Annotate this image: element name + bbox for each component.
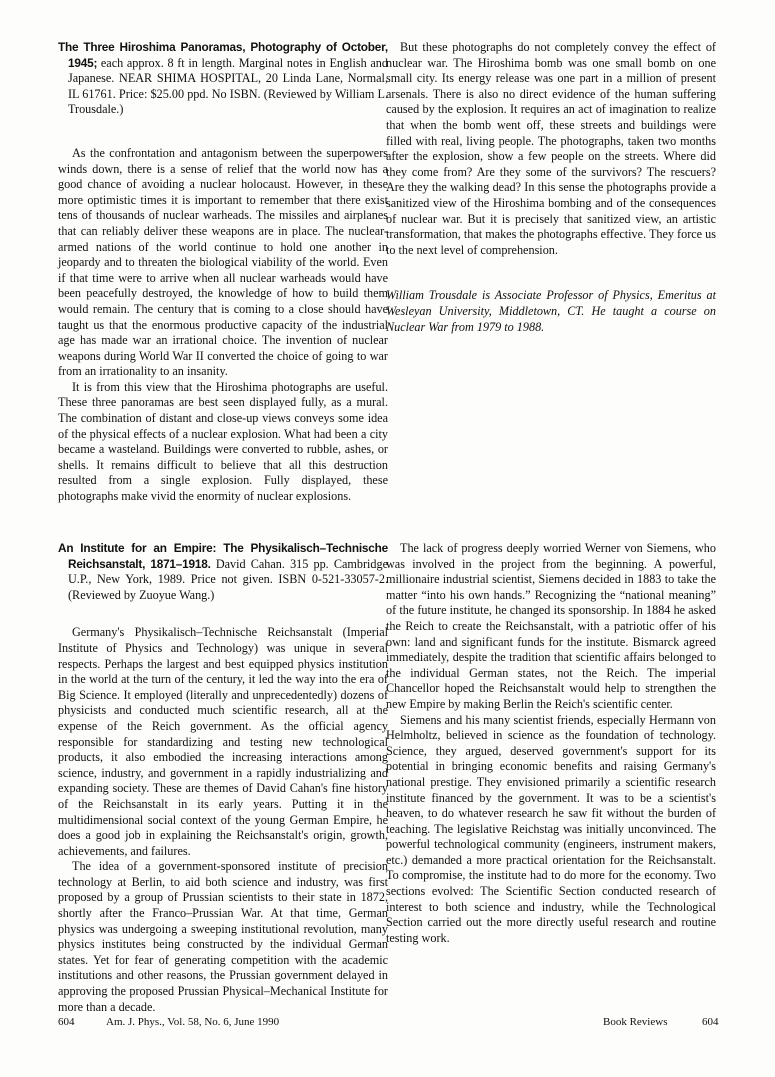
review1-details: each approx. 8 ft in length. Marginal notes in English and Japanese. NEAR SHIMA HOSPITAL, 20 Linda Lane, Normal, IL 61761. Price: $25.00 ppd. No ISBN. (Reviewed by William L. Trousdale.) [68, 55, 388, 117]
review2-paragraph-3: The lack of progress deeply worried Werner von Siemens, who was involved in the project from the beginning. A powerful, millionaire industrial scientist, Siemens decided in 1883 to take the matter “into his own hands.” Recognizing the “national meaning” of the future institute, he changed its sponsorship. In 1884 he asked the Reich to create the Reichsanstalt, with a patriotic offer of his own: land and significant funds for the institute. Bismarck agreed immediately, despite the tradition that scientific affairs belonged to the individual German states, not the Reich. The imperial Chancellor hoped the Reichsanstalt would help to strengthen the new Empire by making Berlin the Reich's scientific center. [386, 541, 716, 711]
review2-details: David Cahan. 315 pp. Cambridge U.P., New York, 1989. Price not given. ISBN 0-521-33057-2. (Reviewed by Zuoyue Wang.) [68, 556, 389, 602]
review1-column-right [386, 40, 716, 335]
review1-paragraph-3: But these photographs do not completely convey the effect of nuclear war. The Hiroshima bomb was one small bomb on one small city. Its energy release was one part in a million of present arsenals. There is also no direct evidence of the human suffering caused by the explosion. It requires an act of imagination to realize that when the bomb went off, these streets and buildings were filled with real, living people. The photographs, taken two months after the explosion, show a few people on the streets. Where did they come from? Are they some of the survivors? The rescuers? Are they the walking dead? In this sense the photographs provide a sanitized view of the Hiroshima bombing and of the consequences of nuclear war. But it is precisely that sanitized view, an artistic transformation, that makes the photographs effective. They force us to the next level of comprehension. [386, 40, 716, 257]
review1-title: The Three Hiroshima Panoramas, Photography of October, 1945; [58, 40, 388, 70]
section-name: Book Reviews [603, 1016, 668, 1028]
review2-paragraph-4: Siemens and his many scientist friends, especially Hermann von Helmholtz, believed in science as the foundation of technology. Science, they argued, deserved government's support for its potential in bringing economic benefits and raising Germany's national prestige. They envisioned primarily a scientific research institute financed by the government. It was to be a scientist's heaven, to do whatever research he saw fit without the burden of teaching. The legislative Reichstag was initially unconvinced. The powerful technological community (engineers, instrument makers, etc.) demanded a more practical orientation for the Reichsanstalt. To compromise, the institute had to do more for the economy. Two sections evolved: The Scientific Section conducted research of interest to both science and industry, while the Technological Section carried out the more directly useful research and routine testing work. [386, 712, 716, 945]
review1-reviewer-bio: William Trousdale is Associate Professor of Physics, Emeritus at Wesleyan University, Middletown, CT. He taught a course on Nuclear War from 1979 to 1988. [386, 288, 716, 334]
review2-paragraph-1: Germany's Physikalisch–Technische Reichsanstalt (Imperial Institute of Physics and Technology) was unique in several respects. Perhaps the largest and best equipped physics institution in the world at the turn of the century, it led the way into the era of Big Science. It employed (literally and unprecedentedly) dozens of physicists and conducted much scientific research, all at the expense of the Reich government. As the official agency responsible for standardizing and testing new technological products, it also embodied the increasing interactions among science, industry, and government in a rapidly industrializing and expanding society. These are themes of David Cahan's fine history of the Reichsanstalt in its early years. Putting it in the multidimensional social context of the young German Empire, he does a good job in explaining the Reichsanstalt's origin, growth, achievements, and failures. [58, 625, 388, 858]
review2-header [58, 541, 388, 603]
review2-column-right [386, 541, 716, 946]
review2-column-left [58, 541, 389, 1014]
review1-header [58, 40, 388, 118]
page-number-right: 604 [702, 1016, 719, 1028]
page-number-left: 604 [58, 1016, 75, 1028]
review1-column-left [58, 40, 388, 504]
review2-title: An Institute for an Empire: The Physikalisch–Technische Reichsanstalt, 1871–1918. [58, 541, 388, 571]
journal-citation: Am. J. Phys., Vol. 58, No. 6, June 1990 [106, 1016, 280, 1028]
review1-paragraph-1: As the confrontation and antagonism between the superpowers winds down, there is a sense of relief that the world now has a good chance of avoiding a nuclear holocaust. However, in these more optimistic times it is important to remember that there exist tens of thousands of nuclear warheads. The missiles and airplanes that can reliably deliver these weapons are in place. The nuclear-armed nations of the world continue to hold one another in jeopardy and to threaten the biological viability of the world. Even if that time were to arrive when all nuclear warheads would have been peacefully destroyed, the knowledge of how to build them would remain. The century that is coming to a close should have taught us that the enormous productive capacity of the industrial age has made war an irrational choice. The invention of nuclear weapons during World War II converted the choice of going to war from an irrationality to an insanity. [58, 145, 388, 379]
review1-paragraph-2: It is from this view that the Hiroshima photographs are useful. These three panoramas are best seen displayed fully, as a mural. The combination of distant and close-up views conveys some idea of the physical effects of a nuclear explosion. What had been a city became a wasteland. Buildings were converted to rubble, ashes, or shells. It remains difficult to believe that all this destruction resulted from a single explosion. Fully displayed, these photographs make vivid the enormity of nuclear explosions. [58, 379, 388, 504]
review2-paragraph-2: The idea of a government-sponsored institute of precision technology at Berlin, to aid both science and industry, was first proposed by a group of Prussian scientists to their state in 1872, shortly after the Franco–Prussian War. At that time, German physics was undergoing a sweeping institutional revolution, many physics institutes being constructed by the individual German states. Yet for fear of generating competition with the academic institutions and other reasons, the Prussian government delayed in approving the proposed Prussian Physical–Mechanical Institute for more than a decade. [58, 859, 388, 1014]
